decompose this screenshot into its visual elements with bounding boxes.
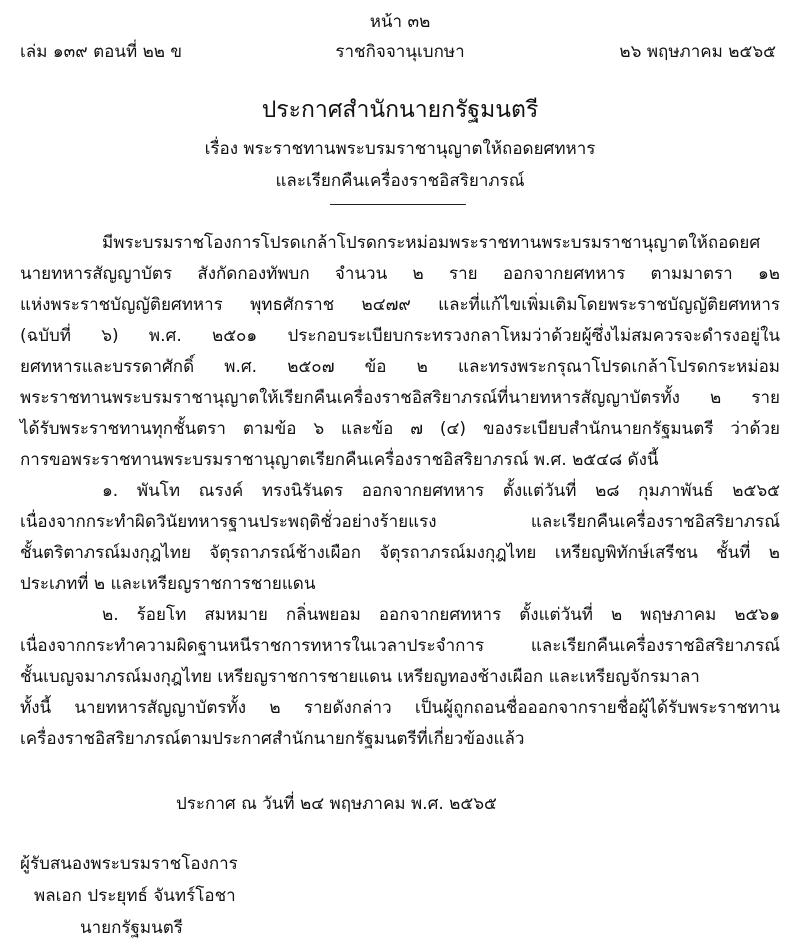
subject-line-2: และเรียกคืนเครื่องราชอิสริยาภรณ์	[275, 171, 525, 191]
volume-issue: เล่ม ๑๓๙ ตอนที่ ๒๒ ข	[20, 42, 183, 62]
body-line: ยศทหารและบรรดาศักดิ์ พ.ศ. ๒๕๐๗ ข้อ ๒ และทรงพระกรุณาโปรดเกล้าโปรดกระหม่อม	[20, 357, 780, 377]
body-line: (ฉบับที่ ๖) พ.ศ. ๒๕๐๑ ประกอบระเบียบกระทรวงกลาโหมว่าด้วยผู้ซึ่งไม่สมควรจะดำรงอยู่ใน	[20, 326, 780, 346]
body-line-item-1: ๑. พันโท ณรงค์ ทรงนิรันดร ออกจากยศทหาร ตั้งแต่วันที่ ๒๘ กุมภาพันธ์ ๒๕๖๕	[102, 481, 780, 501]
body-line: ทั้งนี้ นายทหารสัญญาบัตรทั้ง ๒ รายดังกล่าว เป็นผู้ถูกถอนชื่อออกจากรายชื่อผู้ได้รับพระราชทาน	[20, 698, 780, 718]
body-line: มีพระบรมราชโองการโปรดเกล้าโปรดกระหม่อมพระราชทานพระบรมราชานุญาตให้ถอดยศ	[102, 233, 761, 253]
body-line: ประเภทที่ ๒ และเหรียญราชการชายแดน	[20, 574, 316, 594]
signatory-name: พลเอก ประยุทธ์ จันทร์โอชา	[34, 886, 236, 906]
signatory-position: นายกรัฐมนตรี	[80, 918, 183, 938]
gazette-section: ราชกิจจานุเบกษา	[335, 42, 465, 62]
body-line: เนื่องจากกระทำความผิดฐานหนีราชการทหารในเวลาประจำการ และเรียกคืนเครื่องราชอิสริยาภรณ์	[20, 636, 780, 656]
body-line: พระราชทานพระบรมราชานุญาตให้เรียกคืนเครื่องราชอิสริยาภรณ์ที่นายทหารสัญญาบัตรทั้ง ๒ ราย	[20, 388, 780, 408]
countersign-label: ผู้รับสนองพระบรมราชโองการ	[20, 854, 238, 874]
body-line: ชั้นเบญจมาภรณ์มงกุฎไทย เหรียญราชการชายแดน เหรียญทองช้างเผือก และเหรียญจักรมาลา	[20, 667, 700, 687]
body-line: นายทหารสัญญาบัตร สังกัดกองทัพบก จำนวน ๒ ราย ออกจากยศทหาร ตามมาตรา ๑๒	[20, 264, 780, 284]
body-line: แห่งพระราชบัญญัติยศทหาร พุทธศักราช ๒๔๗๙ และที่แก้ไขเพิ่มเติมโดยพระราชบัญญัติยศทหาร	[20, 295, 780, 315]
body-line: เครื่องราชอิสริยาภรณ์ตามประกาศสำนักนายกรัฐมนตรีที่เกี่ยวข้องแล้ว	[20, 729, 525, 749]
document-title: ประกาศสำนักนายกรัฐมนตรี	[261, 97, 539, 123]
title-divider	[330, 204, 466, 205]
body-line: ชั้นตริตาภรณ์มงกุฎไทย จัตุรถาภรณ์ช้างเผือก จัตุรถาภรณ์มงกุฎไทย เหรียญพิทักษ์เสรีชน ชั้นที่ ๒	[20, 543, 780, 563]
body-line-item-2: ๒. ร้อยโท สมหมาย กลิ่นพยอม ออกจากยศทหาร ตั้งแต่วันที่ ๒ พฤษภาคม ๒๕๖๑	[102, 605, 780, 625]
body-line: ได้รับพระราชทานทุกชั้นตรา ตามข้อ ๖ และข้อ ๗ (๔) ของระเบียบสำนักนายกรัฐมนตรี ว่าด้วย	[20, 419, 780, 439]
declaration-date: ประกาศ ณ วันที่ ๒๔ พฤษภาคม พ.ศ. ๒๕๖๕	[176, 794, 497, 814]
body-line: เนื่องจากกระทำผิดวินัยทหารฐานประพฤติชั่วอย่างร้ายแรง และเรียกคืนเครื่องราชอิสริยาภรณ์	[20, 512, 780, 532]
page-number: หน้า ๓๒	[369, 12, 431, 32]
body-line: การขอพระราชทานพระบรมราชานุญาตเรียกคืนเครื่องราชอิสริยาภรณ์ พ.ศ. ๒๕๔๘ ดังนี้	[20, 450, 659, 470]
subject-line-1: เรื่อง พระราชทานพระบรมราชานุญาตให้ถอดยศทหาร	[204, 139, 596, 159]
header-date: ๒๖ พฤษภาคม ๒๕๖๕	[619, 42, 776, 62]
